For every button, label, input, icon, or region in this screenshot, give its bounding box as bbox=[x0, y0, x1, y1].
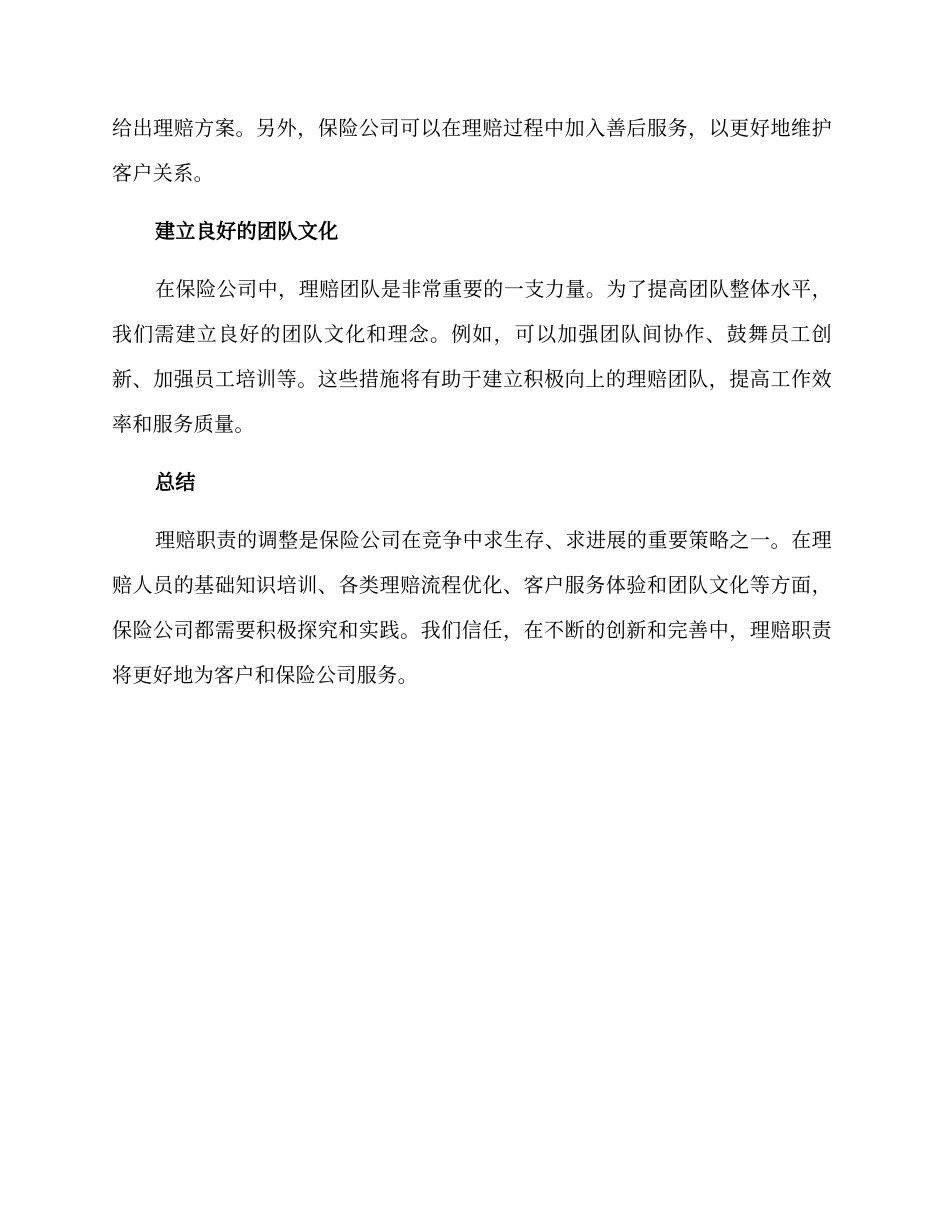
document-page bbox=[112, 106, 832, 698]
continuation-paragraph: 给出理赔方案。另外，保险公司可以在理赔过程中加入善后服务，以更好地维护客户关系。 bbox=[112, 116, 832, 185]
section-heading-team-culture: 建立良好的团队文化 bbox=[155, 219, 339, 243]
section-paragraph-team-culture: 在保险公司中，理赔团队是非常重要的一支力量。为了提高团队整体水平，我们需建立良好的团队文化和理念。例如，可以加强团队间协作、鼓舞员工创新、加强员工培训等。这些措施将有助于建立积极向上的理赔团队，提高工作效率和服务质量。 bbox=[112, 277, 832, 436]
section-heading-summary: 总结 bbox=[155, 470, 196, 494]
section-paragraph-summary: 理赔职责的调整是保险公司在竞争中求生存、求进展的重要策略之一。在理赔人员的基础知识培训、各类理赔流程优化、客户服务体验和团队文化等方面，保险公司都需要积极探究和实践。我们信任，在不断的创新和完善中，理赔职责将更好地为客户和保险公司服务。 bbox=[112, 528, 832, 687]
